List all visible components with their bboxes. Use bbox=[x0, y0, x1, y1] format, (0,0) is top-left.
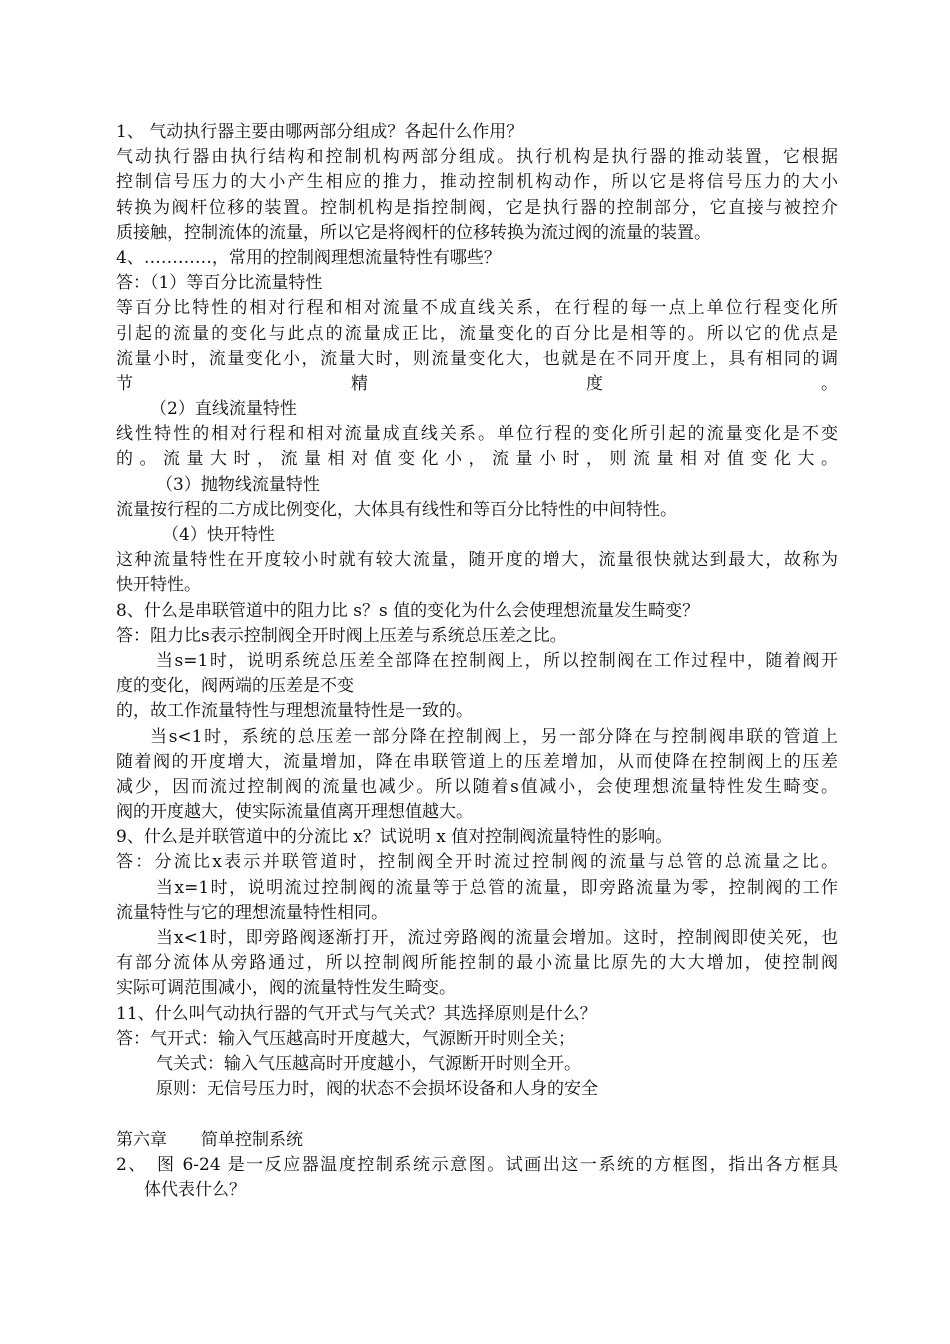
answer-9-line-5: 有部分流体从旁路通过，所以控制阀所能控制的最小流量比原先的大大增加，使控制阀 bbox=[116, 953, 838, 974]
answer-8-line-8: 阀的开度越大，使实际流量值离开理想值越大。 bbox=[116, 802, 473, 823]
answer-11-line-3: 原则：无信号压力时，阀的状态不会损坏设备和人身的安全 bbox=[156, 1079, 598, 1100]
answer-1-line-2: 控制信号压力的大小产生相应的推力，推动控制机构动作，所以它是将信号压力的大小 bbox=[116, 172, 838, 193]
answer-4-item-1-line-4: 节 精 度 。 bbox=[116, 373, 838, 394]
answer-8-line-3: 度的变化，阀两端的压差是不变 bbox=[116, 676, 354, 697]
document-page bbox=[116, 120, 838, 1203]
chapter-question-2-line-1: 2、 图 6-24 是一反应器温度控制系统示意图。试画出这一系统的方框图，指出各方框具 bbox=[116, 1154, 838, 1175]
answer-11-line-2: 气关式：输入气压越高时开度越小，气源断开时则全开。 bbox=[156, 1053, 581, 1074]
answer-4-item-2-heading: （2）直线流量特性 bbox=[150, 399, 297, 420]
answer-4-item-4-line-2: 快开特性。 bbox=[116, 575, 201, 596]
answer-9-line-6: 实际可调范围减小，阀的流量特性发生畸变。 bbox=[116, 978, 456, 999]
question-4-title: 4、…………，常用的控制阀理想流量特性有哪些？ bbox=[116, 247, 501, 268]
answer-4-item-3-heading: （3）抛物线流量特性 bbox=[156, 474, 320, 495]
paragraph-spacer bbox=[116, 1102, 838, 1127]
answer-8-line-4: 的，故工作流量特性与理想流量特性是一致的。 bbox=[116, 701, 473, 722]
answer-8-line-6: 随着阀的开度增大，流量增加，降在串联管道上的压差增加，从而使降在控制阀上的压差 bbox=[116, 751, 838, 772]
answer-4-item-2-line-1: 线性特性的相对行程和相对流量成直线关系。单位行程的变化所引起的流量变化是不变 bbox=[116, 424, 838, 445]
question-9-title: 9、什么是并联管道中的分流比 x？试说明 x 值对控制阀流量特性的影响。 bbox=[116, 827, 673, 848]
question-8-title: 8、什么是串联管道中的阻力比 s？s 值的变化为什么会使理想流量发生畸变？ bbox=[116, 600, 700, 621]
answer-4-item-1-heading: 答：（1）等百分比流量特性 bbox=[116, 273, 323, 294]
answer-11-line-1: 答：气开式：输入气压越高时开度越大，气源断开时则全关； bbox=[116, 1028, 575, 1049]
answer-1-line-4: 质接触，控制流体的流量，所以它是将阀杆的位移转换为流过阀的流量的装置。 bbox=[116, 222, 711, 243]
answer-8-line-2: 当s=1时，说明系统总压差全部降在控制阀上，所以控制阀在工作过程中，随着阀开 bbox=[156, 650, 838, 671]
answer-4-item-4-line-1: 这种流量特性在开度较小时就有较大流量，随开度的增大，流量很快就达到最大，故称为 bbox=[116, 550, 838, 571]
chapter-question-2-line-2: 体代表什么？ bbox=[144, 1179, 246, 1200]
answer-9-line-3: 流量特性与它的理想流量特性相同。 bbox=[116, 902, 388, 923]
question-1-title: 1、 气动执行器主要由哪两部分组成？各起什么作用？ bbox=[116, 122, 524, 142]
chapter-heading: 第六章 简单控制系统 bbox=[116, 1129, 303, 1150]
answer-4-item-1-line-1: 等百分比特性的相对行程和相对流量不成直线关系，在行程的每一点上单位行程变化所 bbox=[116, 298, 838, 319]
answer-4-item-4-heading: （4）快开特性 bbox=[162, 525, 275, 545]
answer-1-line-1: 气动执行器由执行结构和控制机构两部分组成。执行机构是执行器的推动装置，它根据 bbox=[116, 147, 838, 168]
answer-4-item-3-line-1: 流量按行程的二方成比例变化，大体具有线性和等百分比特性的中间特性。 bbox=[116, 499, 677, 520]
answer-8-line-7: 减少，因而流过控制阀的流量也减少。所以随着s值减小，会使理想流量特性发生畸变。 bbox=[116, 776, 838, 797]
answer-9-line-2: 当x=1时，说明流过控制阀的流量等于总管的流量，即旁路流量为零，控制阀的工作 bbox=[156, 877, 838, 898]
answer-4-item-2-line-2: 的。流量大时，流量相对值变化小，流量小时，则流量相对值变化大。 bbox=[116, 449, 838, 470]
answer-4-item-1-line-3: 流量小时，流量变化小，流量大时，则流量变化大，也就是在不同开度上，具有相同的调 bbox=[116, 348, 838, 369]
answer-9-line-1: 答：分流比x表示并联管道时，控制阀全开时流过控制阀的流量与总管的总流量之比。 bbox=[116, 852, 838, 873]
answer-1-line-3: 转换为阀杆位移的装置。控制机构是指控制阀，它是执行器的控制部分，它直接与被控介 bbox=[116, 197, 838, 218]
answer-8-line-5: 当s<1时，系统的总压差一部分降在控制阀上，另一部分降在与控制阀串联的管道上 bbox=[150, 726, 838, 747]
answer-4-item-1-line-2: 引起的流量的变化与此点的流量成正比，流量变化的百分比是相等的。所以它的优点是 bbox=[116, 323, 838, 344]
answer-9-line-4: 当x<1时，即旁路阀逐渐打开，流过旁路阀的流量会增加。这时，控制阀即使关死，也 bbox=[156, 928, 838, 948]
question-11-title: 11、什么叫气动执行器的气开式与气关式？其选择原则是什么？ bbox=[116, 1003, 597, 1024]
answer-8-line-1: 答：阻力比s表示控制阀全开时阀上压差与系统总压差之比。 bbox=[116, 625, 567, 646]
